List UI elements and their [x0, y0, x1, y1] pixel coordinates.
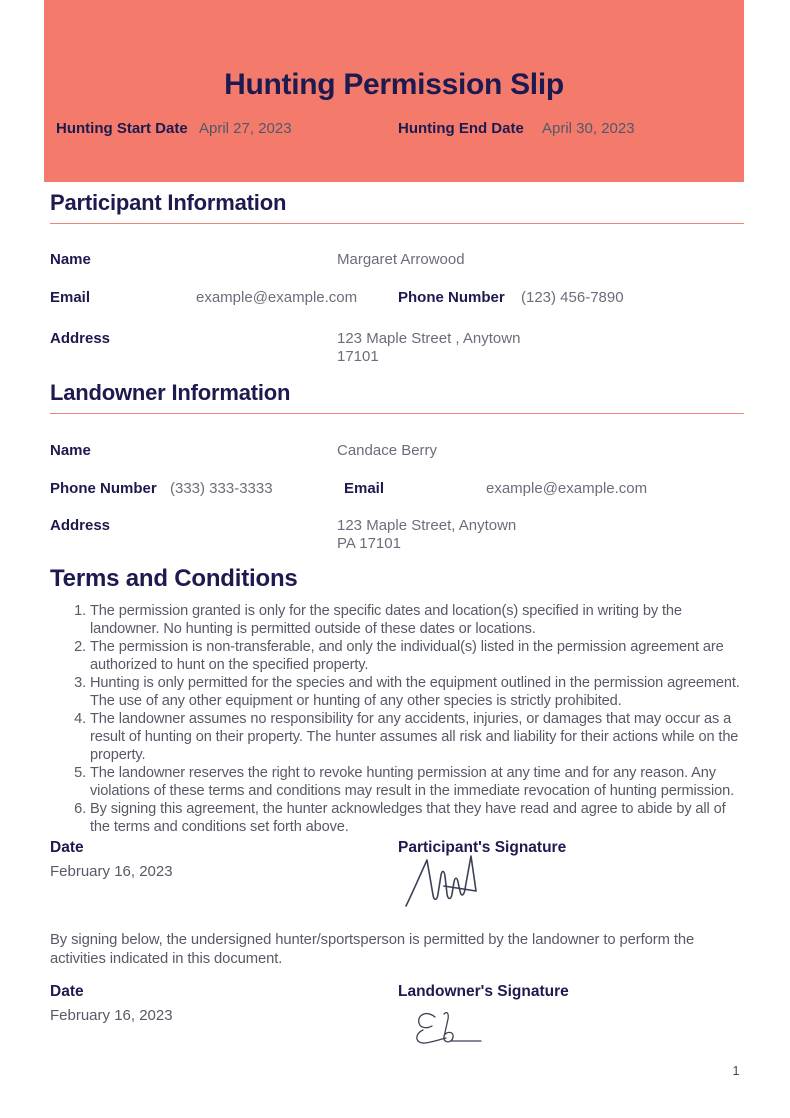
landowner-phone-label: Phone Number: [50, 480, 157, 497]
landowner-address-line2: PA 17101: [337, 535, 401, 552]
participant-address-label: Address: [50, 330, 111, 347]
agreement-note: By signing below, the undersigned hunter/sportsperson is permitted by the landowner to perform the activities indicated in this document.: [50, 932, 695, 967]
landowner-section-heading: Landowner Information: [50, 380, 744, 414]
participant-signature-image: [402, 851, 484, 911]
terms-item: 1. The permission granted is only for the specific dates and location(s) specified in writing by the landowner. No hunting is permitted outside of these dates or locations.: [90, 602, 742, 638]
landowner-date-value: February 16, 2023: [50, 1007, 173, 1024]
terms-item: 4. The landowner assumes no responsibility for any accidents, injuries, or damages that may occur as a result of hunting on their property. The hunter assumes all risk and liability for their actions while on the property.: [90, 710, 742, 764]
participant-email-value: example@example.com: [196, 289, 358, 306]
document-title: Hunting Permission Slip: [224, 68, 564, 101]
participant-email-label: Email: [50, 289, 91, 306]
landowner-signature-label: Landowner's Signature: [398, 983, 569, 1000]
hunting-start-date-label: Hunting Start Date: [56, 120, 188, 137]
participant-address-value: [337, 330, 520, 366]
landowner-phone-value: (333) 333-3333: [170, 480, 273, 497]
landowner-email-value: example@example.com: [486, 480, 648, 497]
participant-phone-label: Phone Number: [398, 289, 505, 306]
landowner-date-label: Date: [50, 983, 84, 1000]
landowner-name-label: Name: [50, 442, 91, 459]
participant-name-label: Name: [50, 251, 91, 268]
landowner-address-value: [337, 517, 516, 553]
hunting-end-date-value: April 30, 2023: [542, 120, 635, 137]
terms-item: 6. By signing this agreement, the hunter acknowledges that they have read and agree to abide by all of the terms and conditions set forth above.: [90, 800, 742, 836]
participant-address-line2: 17101: [337, 348, 379, 365]
participant-signature-label: Participant's Signature: [398, 839, 567, 856]
landowner-signature-image: [413, 1010, 485, 1052]
hunting-end-date-label: Hunting End Date: [398, 120, 524, 137]
participant-date-value: February 16, 2023: [50, 863, 173, 880]
terms-list: [50, 602, 742, 836]
terms-item: 3. Hunting is only permitted for the species and with the equipment outlined in the permission agreement. The use of any other equipment or hunting of any other species is strictly prohibited.: [90, 674, 742, 710]
participant-name-value: Margaret Arrowood: [337, 251, 465, 268]
landowner-email-label: Email: [344, 480, 385, 497]
participant-phone-value: (123) 456-7890: [521, 289, 624, 306]
terms-item: 5. The landowner reserves the right to revoke hunting permission at any time and for any reason. Any violations of these terms and conditions may result in the immediate revocation of hunting permission.: [90, 764, 742, 800]
page-number: 1: [732, 1064, 740, 1078]
participant-section-heading: Participant Information: [50, 190, 744, 224]
terms-section-heading: Terms and Conditions: [50, 565, 298, 592]
participant-date-label: Date: [50, 839, 84, 856]
hunting-start-date-value: April 27, 2023: [199, 120, 292, 137]
header-banner: [44, 0, 744, 182]
landowner-address-line1: 123 Maple Street, Anytown: [337, 517, 517, 534]
landowner-name-value: Candace Berry: [337, 442, 438, 459]
participant-address-line1: 123 Maple Street , Anytown: [337, 330, 521, 347]
landowner-address-label: Address: [50, 517, 111, 534]
terms-item: 2. The permission is non-transferable, and only the individual(s) listed in the permission agreement are authorized to hunt on the specified property.: [90, 638, 742, 674]
